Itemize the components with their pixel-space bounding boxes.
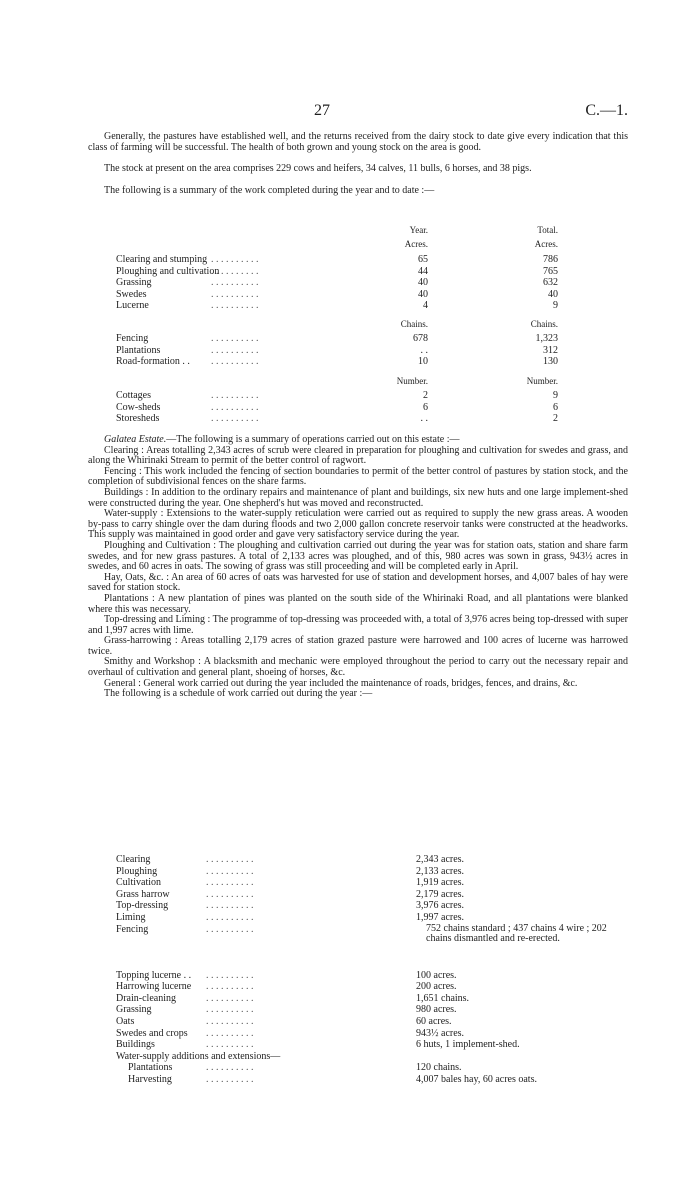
galatea-paragraph: Smithy and Workshop : A blacksmith and mechanic were employed throughout the period to carry out the necessary repair and overhaul of cultivation and general plant, shoeing of horses, &c.	[88, 656, 628, 679]
summary-total-value: 765	[543, 265, 558, 277]
leader-dots: . . . . . . . . . .	[206, 877, 254, 889]
summary-year-value: . .	[420, 344, 428, 356]
leader-dots: . . . . . . . . . .	[206, 1004, 254, 1016]
unit-number-year: Number.	[396, 376, 428, 386]
leader-dots: . . . . . . . . . .	[206, 1016, 254, 1027]
summary-label: Storesheds	[116, 413, 160, 424]
leader-dots: . . . . . . . . . .	[211, 401, 259, 413]
summary-label: Clearing and stumping	[116, 254, 208, 265]
leader-dots: . . . . . . . . . .	[211, 288, 259, 300]
galatea-title: Galatea Estate.	[104, 434, 167, 445]
leader-dots: . . . . . . . . . .	[211, 333, 259, 344]
leader-dots: . . . . . . . . . .	[211, 356, 259, 367]
summary-row-numbers	[116, 390, 628, 401]
summary-label: Cow-sheds	[116, 401, 161, 413]
schedule-subheading: Water-supply additions and extensions—	[116, 1050, 281, 1062]
summary-year-value: . .	[420, 413, 428, 424]
schedule-row	[116, 854, 628, 865]
summary-row-acres	[116, 277, 628, 288]
schedule-label: Drain-cleaning	[116, 992, 176, 1004]
leader-dots: . . . . . . . . . .	[206, 992, 254, 1004]
summary-label: Fencing	[116, 333, 149, 344]
galatea-paragraph: Water-supply : Extensions to the water-supply reticulation were carried out as required to supply the new grass areas. A wooden by-pass to carry shingle over the dam during floods and two 2,000 gallon concrete reservoir tanks were constructed at the headworks. This supply was maintained in good order and gave very satisfactory service during the year.	[88, 508, 628, 541]
summary-year-value: 2	[423, 390, 428, 401]
schedule-row	[116, 1028, 628, 1039]
summary-year-value: 44	[418, 265, 428, 277]
leader-dots: . . . . . . . . . .	[211, 344, 259, 356]
galatea-paragraph: General : General work carried out during the year included the maintenance of roads, bridges, fences, and drains, &c.	[104, 677, 578, 689]
schedule-label: Plantations	[128, 1062, 173, 1074]
intro-paragraph-2: The stock at present on the area comprises 229 cows and heifers, 34 calves, 11 bulls, 6 horses, and 38 pigs.	[104, 163, 532, 174]
schedule-value: 2,343 acres.	[416, 854, 465, 865]
leader-dots: . . . . . . . . . .	[211, 390, 259, 401]
schedule-value: 4,007 bales hay, 60 acres oats.	[416, 1074, 537, 1085]
leader-dots: . . . . . . . . . .	[206, 854, 254, 865]
galatea-paragraph: Top-dressing and Liming : The programme of top-dressing was proceeded with, a total of 3,976 acres being top-dressed with super and 1,997 acres with lime.	[88, 614, 628, 636]
galatea-intro-text: —The following is a summary of operations carried out on this estate :—	[166, 434, 460, 445]
unit-chains-total: Chains.	[530, 319, 558, 329]
summary-label: Road-formation . .	[116, 356, 190, 367]
summary-row-chains	[116, 356, 628, 367]
galatea-paragraph: Grass-harrowing : Areas totalling 2,179 acres of station grazed pasture were harrowed and 100 acres of lucerne was harrowed twice.	[88, 635, 628, 657]
summary-row-numbers	[116, 413, 628, 424]
schedule-label: Grass harrow	[116, 888, 170, 900]
summary-total-value: 1,323	[535, 333, 558, 344]
schedule-row	[116, 912, 628, 923]
schedule-row	[116, 866, 628, 877]
schedule-value: 1,997 acres.	[416, 912, 465, 923]
leader-dots: . . . . . . . . . .	[206, 969, 254, 981]
summary-total-value: 9	[553, 390, 558, 401]
leader-dots: . . . . . . . . . .	[206, 865, 254, 877]
schedule-label: Liming	[116, 912, 146, 923]
unit-acres-year: Acres.	[404, 239, 428, 249]
schedule-value: 6 huts, 1 implement-shed.	[416, 1039, 520, 1051]
schedule-row	[116, 889, 628, 900]
summary-total-value: 40	[548, 288, 558, 300]
summary-year-value: 40	[418, 277, 428, 288]
schedule-row	[116, 877, 628, 888]
leader-dots: . . . . . . . . . .	[206, 1074, 254, 1085]
galatea-paragraph: Plantations : A new plantation of pines was planted on the south side of the Whirinaki Road, and all plantations were blanked where this was necessary.	[88, 592, 628, 615]
schedule-row	[116, 1004, 628, 1015]
galatea-paragraph: Clearing : Areas totalling 2,343 acres of scrub were cleared in preparation for ploughing and cultivation for swedes and grass, and along the Whirinaki Stream to permit of the better control of ragwort.	[88, 444, 628, 467]
intro-paragraph-3: The following is a summary of the work completed during the year and to date :—	[104, 185, 435, 196]
galatea-paragraph: Ploughing and Cultivation : The ploughing and cultivation carried out during the year was for station oats, station and share farm swedes, and for new grass pastures. A total of 2,133 acres was ploughed, and of this, 980 acres was sown in grass, 943½ acres in swedes, and 60 acres in oats. The sowing of grass was still proceeding and will be completed early in April.	[88, 539, 628, 573]
schedule-value: 60 acres.	[416, 1016, 452, 1027]
schedule-label: Clearing	[116, 854, 151, 865]
unit-chains-year: Chains.	[400, 319, 428, 329]
schedule-row	[116, 1039, 628, 1050]
summary-row-chains	[116, 333, 628, 344]
leader-dots: . . . . . . . . . .	[206, 1039, 254, 1051]
page-header	[88, 96, 628, 120]
schedule-row	[116, 981, 628, 992]
schedule-row	[116, 900, 628, 911]
summary-row-chains	[116, 345, 628, 356]
summary-year-value: 10	[418, 356, 428, 367]
schedule-row	[116, 1062, 628, 1073]
summary-total-value: 130	[543, 356, 558, 367]
schedule-value: 200 acres.	[416, 981, 457, 993]
unit-number-total: Number.	[526, 376, 558, 386]
schedule-value: 2,179 acres.	[416, 888, 465, 900]
col-year-header: Year.	[409, 225, 428, 235]
summary-row-acres	[116, 300, 628, 311]
leader-dots: . . . . . . . . . .	[211, 254, 259, 265]
summary-year-value: 4	[423, 300, 428, 311]
schedule-row-fencing	[116, 924, 628, 960]
schedule-value: 752 chains standard ; 437 chains 4 wire ; 202 chains dismantled and re-erected.	[426, 922, 607, 944]
schedule-row	[116, 970, 628, 981]
summary-total-value: 312	[543, 344, 558, 356]
schedule-value: 1,919 acres.	[416, 877, 465, 889]
leader-dots: . . . . . . . . . .	[206, 888, 254, 900]
leader-dots: . . . . . . . . . .	[206, 900, 254, 912]
summary-total-value: 9	[553, 300, 558, 311]
summary-label: Ploughing and cultivation	[116, 265, 220, 277]
summary-row-acres	[116, 289, 628, 300]
summary-total-value: 6	[553, 401, 558, 413]
galatea-paragraphs	[88, 446, 628, 690]
galatea-section	[88, 435, 628, 700]
leader-dots: . . . . . . . . . .	[211, 413, 259, 424]
galatea-paragraph: Fencing : This work included the fencing of section boundaries to permit of the better control of pastures by station stock, and the completion of subdivisional fences on the share farms.	[88, 465, 628, 488]
schedule-value: 943½ acres.	[416, 1027, 465, 1039]
schedule-label: Topping lucerne . .	[116, 969, 192, 981]
summary-year-value: 40	[418, 288, 428, 300]
schedule-value: 2,133 acres.	[416, 865, 465, 877]
leader-dots: . . . . . . . . . .	[206, 1027, 254, 1039]
schedule-row	[116, 1074, 628, 1085]
schedule-label: Top-dressing	[116, 900, 169, 912]
summary-year-value: 6	[423, 401, 428, 413]
leader-dots: . . . . . . . . . .	[211, 277, 259, 288]
schedule-label: Grassing	[116, 1004, 152, 1016]
leader-dots: . . . . . . . . . .	[206, 912, 254, 923]
schedule-label: Ploughing	[116, 865, 158, 877]
schedule-intro: The following is a schedule of work carried out during the year :—	[104, 688, 373, 700]
galatea-paragraph: Buildings : In addition to the ordinary repairs and maintenance of plant and buildings, six new huts and one large implement-shed were constructed during the year. One shepherd's hut was moved and reconstructed.	[88, 486, 628, 509]
galatea-intro	[88, 435, 628, 446]
leader-dots: . . . . . . . . . .	[211, 300, 259, 311]
schedule-value: 120 chains.	[416, 1062, 462, 1074]
leader-dots: . . . . . . . . . .	[206, 1062, 254, 1074]
summary-total-value: 786	[543, 254, 558, 265]
schedule-label: Harrowing lucerne	[116, 981, 192, 993]
unit-acres-total: Acres.	[534, 239, 558, 249]
schedule-label: Oats	[116, 1016, 135, 1027]
document-reference: C.—1.	[585, 102, 628, 119]
summary-total-value: 632	[543, 277, 558, 288]
summary-total-value: 2	[553, 413, 558, 424]
summary-row-acres	[116, 254, 628, 265]
summary-label: Lucerne	[116, 300, 149, 311]
schedule-value: 1,651 chains.	[416, 992, 470, 1004]
leader-dots: . . . . . . . . . .	[206, 923, 254, 935]
col-total-header: Total.	[537, 225, 558, 235]
schedule-value: 3,976 acres.	[416, 900, 465, 912]
schedule-label: Swedes and crops	[116, 1027, 188, 1039]
summary-label: Grassing	[116, 277, 152, 288]
schedule-label: Harvesting	[128, 1074, 172, 1085]
schedule-row	[116, 993, 628, 1004]
intro-paragraph-1: Generally, the pastures have established well, and the returns received from the dairy stock to date give every indication that this class of farming will be successful. The health of both grown and young stock on the area is good.	[88, 131, 628, 153]
summary-row-acres	[116, 266, 628, 277]
summary-label: Swedes	[116, 288, 147, 300]
schedule-label: Fencing	[116, 923, 149, 935]
schedule-value: 980 acres.	[416, 1004, 457, 1016]
schedule-value: 100 acres.	[416, 969, 457, 981]
summary-year-value: 65	[418, 254, 428, 265]
summary-row-numbers	[116, 402, 628, 413]
leader-dots: . . . . . . . . . .	[211, 265, 259, 277]
page-number: 27	[314, 102, 330, 119]
schedule-label: Buildings	[116, 1039, 155, 1051]
summary-label: Cottages	[116, 390, 151, 401]
leader-dots: . . . . . . . . . .	[206, 981, 254, 993]
summary-year-value: 678	[413, 333, 428, 344]
schedule-label: Cultivation	[116, 877, 161, 889]
summary-label: Plantations	[116, 344, 161, 356]
schedule-row	[116, 1016, 628, 1027]
galatea-paragraph: Hay, Oats, &c. : An area of 60 acres of oats was harvested for use of station and development horses, and 4,007 bales of hay were saved for station stock.	[88, 571, 628, 594]
